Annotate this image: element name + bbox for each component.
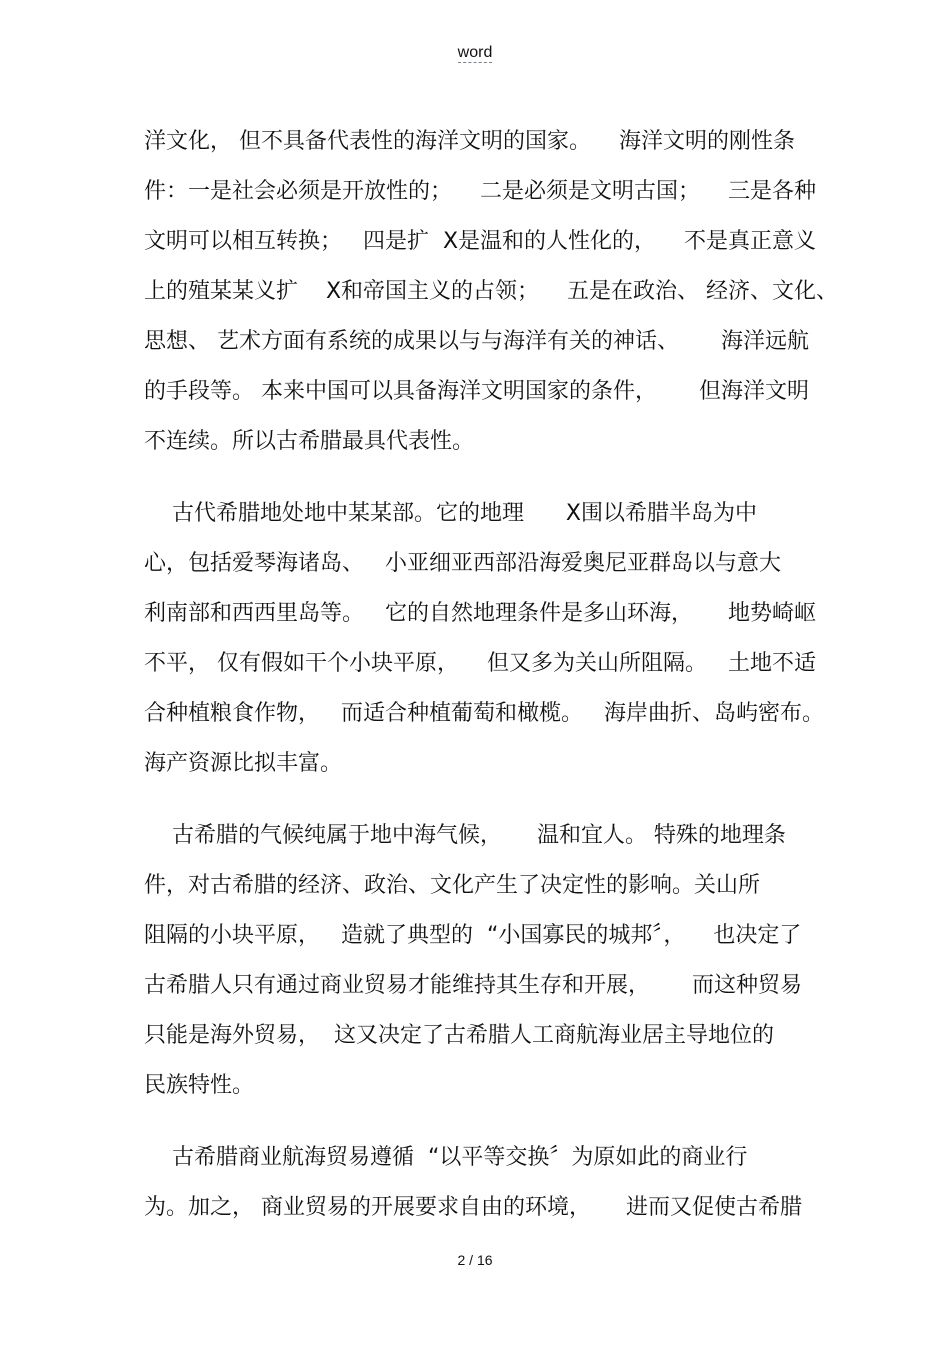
paragraph-1 <box>144 117 839 467</box>
paragraph-gap <box>144 1111 824 1133</box>
text-line: 件，对古希腊的经济、政治、文化产生了决定性的影响。关山所 <box>144 873 761 898</box>
paragraph-2 <box>144 489 824 789</box>
text-line: 件：一是社会必须是开放性的； 二是必须是文明古国； 三是各种 <box>144 179 816 204</box>
header-title: word <box>457 44 493 61</box>
text-line: 古希腊商业航海贸易遵循 “以平等交换〞为原如此的商业行 <box>144 1145 748 1170</box>
page-number: 2 / 16 <box>457 1252 493 1268</box>
text-line: 洋文化， 但不具备代表性的海洋文明的国家。 海洋文明的刚性条 <box>144 129 795 154</box>
text-line: 阻隔的小块平原， 造就了典型的 “小国寡民的城邦〞， 也决定了 <box>144 923 802 948</box>
text-line: 合种植粮食作物， 而适合种植葡萄和橄榄。 海岸曲折、岛屿密布。 <box>144 701 824 726</box>
text-line: 利南部和西西里岛等。 它的自然地理条件是多山环海， 地势崎岖 <box>144 601 816 626</box>
document-body <box>144 117 839 1233</box>
text-line: 古希腊的气候纯属于地中海气候， 温和宜人。 特殊的地理条 <box>144 823 786 848</box>
paragraph-gap <box>144 467 824 489</box>
text-line: 民族特性。 <box>144 1073 255 1098</box>
text-line: 古代希腊地处地中某某部。它的地理 X围以希腊半岛为中 <box>144 501 758 526</box>
paragraph-3 <box>144 811 824 1111</box>
text-line: 古希腊人只有通过商业贸易才能维持其生存和开展， 而这种贸易 <box>144 973 802 998</box>
text-line: 只能是海外贸易， 这又决定了古希腊人工商航海业居主导地位的 <box>144 1023 774 1048</box>
text-line: 文明可以相互转换； 四是扩 X是温和的人性化的， 不是真正意义 <box>144 229 817 254</box>
text-line: 不平， 仅有假如干个小块平原， 但又多为关山所阻隔。 土地不适 <box>144 651 816 676</box>
paragraph-4 <box>144 1133 824 1233</box>
document-header <box>0 42 950 64</box>
text-line: 不连续。所以古希腊最具代表性。 <box>144 429 475 454</box>
text-line: 上的殖某某义扩 X和帝国主义的占领； 五是在政治、 经济、文化、 <box>144 279 839 304</box>
text-line: 心，包括爱琴海诸岛、 小亚细亚西部沿海爱奥尼亚群岛以与意大 <box>144 551 781 576</box>
text-line: 为。加之， 商业贸易的开展要求自由的环境， 进而又促使古希腊 <box>144 1195 802 1220</box>
text-line: 思想、 艺术方面有系统的成果以与与海洋有关的神话、 海洋远航 <box>144 329 809 354</box>
text-line: 海产资源比拟丰富。 <box>144 751 343 776</box>
text-line: 的手段等。 本来中国可以具备海洋文明国家的条件， 但海洋文明 <box>144 379 809 404</box>
paragraph-gap <box>144 789 824 811</box>
